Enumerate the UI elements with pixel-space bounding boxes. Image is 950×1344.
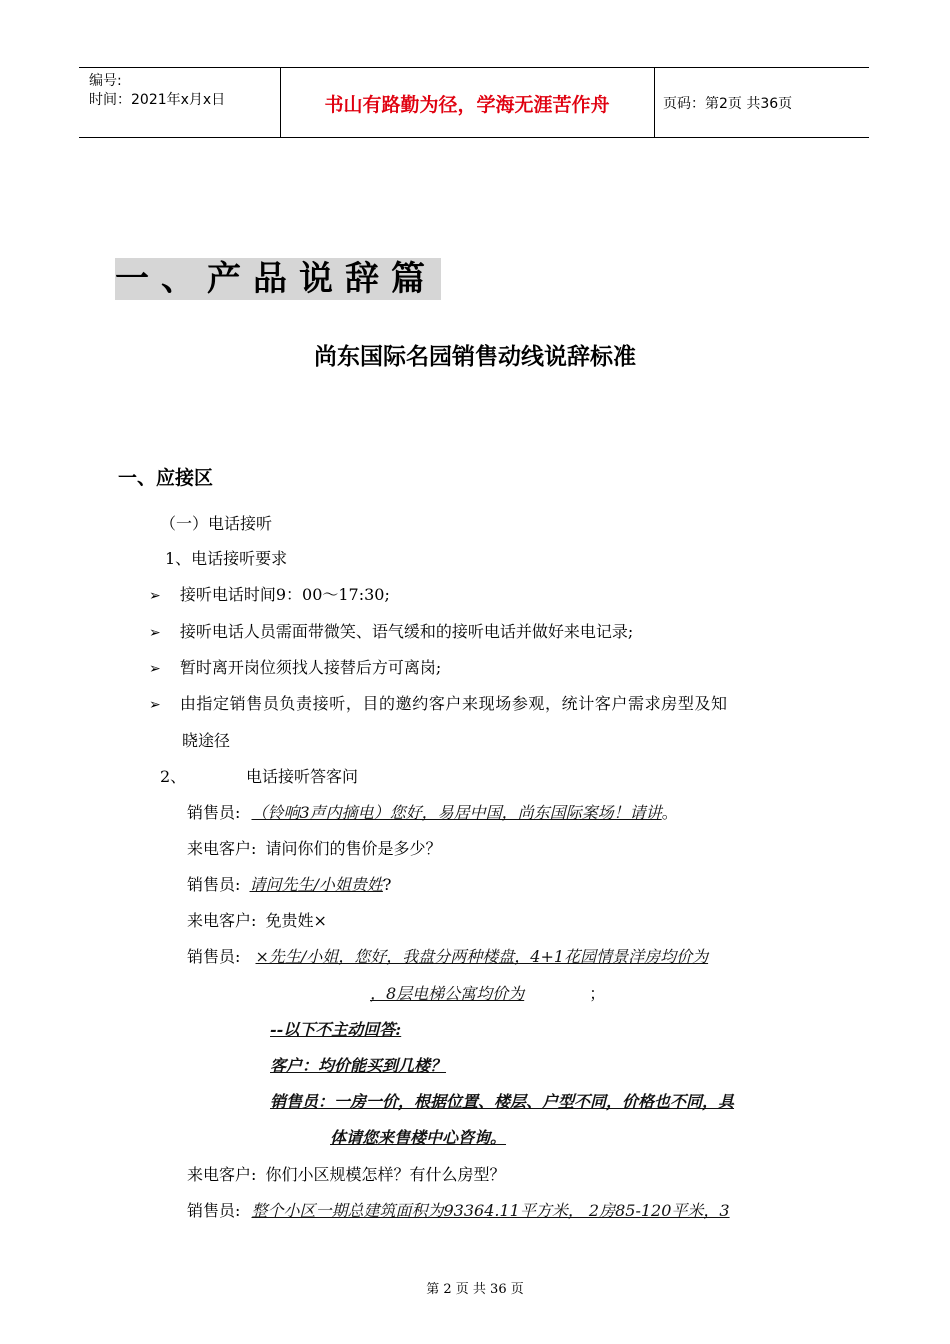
page-footer: 第 2 页 共 36 页 — [426, 1282, 524, 1297]
arrow-bullet-icon: ➢ — [149, 697, 161, 713]
dialog-continuation — [370, 983, 605, 1005]
list-item — [149, 693, 728, 716]
speaker-label: 销售员: — [187, 803, 241, 822]
script-tail: ? — [382, 875, 392, 894]
list-item — [149, 621, 633, 644]
header-date: 时间：2021年x月x日 — [89, 92, 226, 108]
header-motto: 书山有路勤为径，学海无涯苦作舟 — [324, 94, 610, 116]
note-line: 体请您来售楼中心咨询。 — [330, 1128, 507, 1147]
list-item — [149, 657, 441, 680]
section-heading: 一、应接区 — [118, 467, 214, 489]
list-item — [149, 584, 390, 607]
note-line: 销售员：一房一价，根据位置、楼层、户型不同，价格也不同，具 — [270, 1092, 735, 1111]
bullet-text: 接听电话时间9：00～17:30; — [179, 585, 390, 604]
speaker-label: 销售员: — [187, 947, 241, 966]
script-text: （铃响3声内摘电）您好，易居中国，尚东国际案场！请讲 — [251, 803, 662, 822]
script-tail: ； — [589, 984, 606, 1003]
item-heading: 电话接听答客问 — [246, 767, 359, 786]
document-subtitle: 尚东国际名园销售动线说辞标准 — [314, 344, 636, 370]
header-number-label: 编号: — [89, 73, 122, 89]
note-line: 客户：均价能买到几楼？ — [270, 1056, 447, 1075]
script-tail: 。 — [661, 803, 678, 822]
speaker-label: 销售员: — [187, 875, 241, 894]
script-text: 你们小区规模怎样？有什么房型？ — [265, 1165, 506, 1184]
script-text: ×先生/小姐，您好，我盘分两种楼盘，4+1花园情景洋房均价为 — [255, 947, 709, 966]
dialog-line — [187, 1164, 506, 1186]
script-text: 请问先生/小姐贵姓 — [249, 875, 383, 894]
bullet-text: 暂时离开岗位须找人接替后方可离岗; — [179, 658, 442, 677]
page-header — [79, 67, 869, 138]
arrow-bullet-icon: ➢ — [149, 588, 161, 604]
item-number: 2、 — [160, 767, 187, 786]
subsection-heading: （一）电话接听 — [160, 514, 273, 533]
document-title: 一、产品说辞篇 — [115, 258, 441, 300]
dialog-line — [187, 946, 708, 968]
script-text: ，8层电梯公寓均价为 — [370, 984, 525, 1003]
bullet-continuation: 晓途径 — [182, 731, 231, 750]
header-divider — [654, 68, 655, 137]
arrow-bullet-icon: ➢ — [149, 661, 161, 677]
arrow-bullet-icon: ➢ — [149, 625, 161, 641]
speaker-label: 来电客户: — [187, 839, 257, 858]
dialog-line — [187, 910, 327, 932]
header-page-info: 页码：第2页 共36页 — [663, 96, 793, 112]
dialog-line — [187, 838, 442, 860]
bullet-text: 接听电话人员需面带微笑、语气缓和的接听电话并做好来电记录; — [179, 622, 634, 641]
dialog-line — [187, 802, 678, 824]
script-text: 免贵姓× — [265, 911, 327, 930]
script-text: 请问你们的售价是多少？ — [265, 839, 442, 858]
header-left — [89, 72, 225, 110]
item-heading: 1、电话接听要求 — [165, 549, 288, 568]
dialog-line — [187, 1200, 730, 1222]
script-text: 整个小区一期总建筑面积为93364.11平方米， 2房85-120平米，3 — [251, 1201, 730, 1220]
bullet-text: 由指定销售员负责接听，目的邀约客户来现场参观，统计客户需求房型及知 — [179, 694, 728, 713]
dialog-line — [187, 874, 391, 896]
note-line: --以下不主动回答: — [270, 1020, 402, 1039]
speaker-label: 来电客户: — [187, 1165, 257, 1184]
speaker-label: 销售员: — [187, 1201, 241, 1220]
speaker-label: 来电客户: — [187, 911, 257, 930]
